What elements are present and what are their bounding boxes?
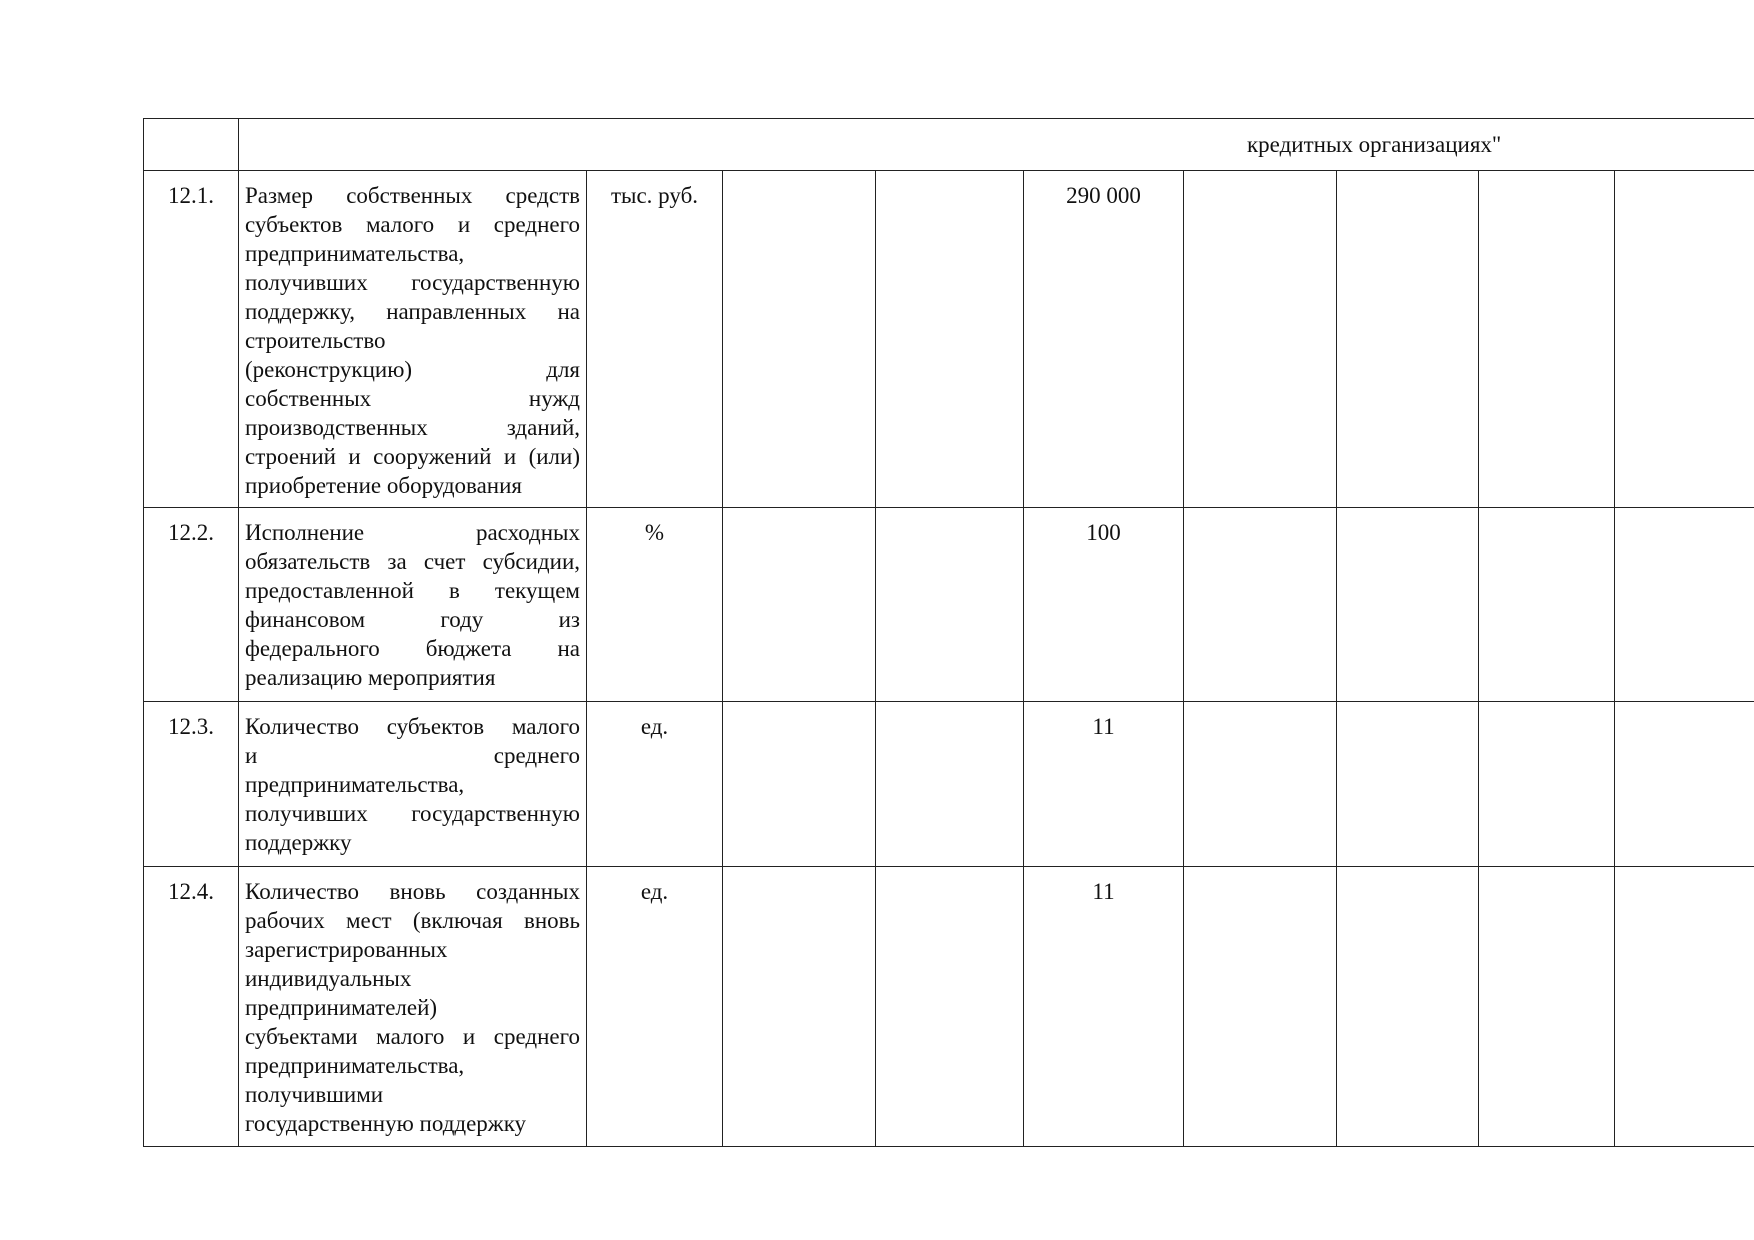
indicator-name-line: производственных зданий, (245, 415, 580, 440)
indicator-name-line: предпринимательства, (245, 772, 465, 797)
empty-cell (1479, 508, 1615, 702)
indicator-name-line: зарегистрированных (245, 937, 448, 962)
empty-cell (1184, 702, 1337, 867)
indicator-name-line: получивших государственную (245, 270, 580, 295)
empty-cell (1615, 702, 1754, 867)
indicator-name-line: поддержку, направленных на (245, 299, 580, 324)
indicator-name-line: получившими (245, 1082, 384, 1107)
indicator-value: 11 (1024, 702, 1184, 867)
indicator-name-line: строений и сооружений и (или) (245, 444, 580, 469)
row-number: 12.1. (144, 171, 239, 508)
empty-cell (1184, 171, 1337, 508)
empty-cell (876, 867, 1024, 1147)
indicator-name-line: приобретение оборудования (245, 473, 522, 498)
table-row (144, 867, 1754, 1147)
empty-cell (1615, 171, 1754, 508)
indicator-name-line: реализацию мероприятия (245, 665, 496, 690)
indicator-name-line: предпринимательства, (245, 241, 465, 266)
indicator-name-line: строительство (245, 328, 386, 353)
empty-cell (723, 867, 876, 1147)
empty-cell (876, 171, 1024, 508)
indicator-name-line: Исполнение расходных (245, 520, 580, 545)
empty-cell (876, 702, 1024, 867)
empty-cell (1479, 867, 1615, 1147)
indicator-name-line: субъектов малого и среднего (245, 212, 580, 237)
indicator-name-line: поддержку (245, 830, 352, 855)
indicator-name-line: предпринимательства, (245, 1053, 465, 1078)
empty-cell (723, 702, 876, 867)
empty-cell (1337, 508, 1479, 702)
table-row (144, 508, 1754, 702)
empty-cell (876, 508, 1024, 702)
indicator-name-line: Количество вновь созданных (245, 879, 580, 904)
empty-cell (723, 508, 876, 702)
empty-cell (1337, 171, 1479, 508)
empty-cell (1184, 508, 1337, 702)
indicator-name-line: получивших государственную (245, 801, 580, 826)
indicator-value: 11 (1024, 867, 1184, 1147)
empty-cell (1615, 867, 1754, 1147)
unit-of-measure: тыс. руб. (587, 171, 723, 508)
indicators-table-fragment (143, 118, 1754, 1147)
empty-cell (1184, 867, 1337, 1147)
continuation-text: кредитных организациях" (1247, 132, 1502, 157)
continuation-header-row (144, 119, 1754, 171)
indicator-name-line: финансовом году из (245, 607, 580, 632)
indicator-name-line: Размер собственных средств (245, 183, 580, 208)
indicator-name-line: и среднего (245, 743, 580, 768)
row-number: 12.3. (144, 702, 239, 867)
empty-cell (1479, 171, 1615, 508)
indicator-name-line: (реконструкцию) для (245, 357, 580, 382)
table-row (144, 171, 1754, 508)
row-number: 12.2. (144, 508, 239, 702)
unit-of-measure: ед. (587, 867, 723, 1147)
indicator-name (239, 867, 587, 1147)
indicator-name (239, 702, 587, 867)
indicator-name-line: Количество субъектов малого (245, 714, 580, 739)
indicator-name-line: рабочих мест (включая вновь (245, 908, 580, 933)
indicator-value: 290 000 (1024, 171, 1184, 508)
unit-of-measure: ед. (587, 702, 723, 867)
indicator-value: 100 (1024, 508, 1184, 702)
indicator-name-line: собственных нужд (245, 386, 580, 411)
indicator-name-line: обязательств за счет субсидии, (245, 549, 580, 574)
empty-cell (1337, 702, 1479, 867)
header-continuation-cell (239, 119, 1754, 171)
indicator-name-line: предоставленной в текущем (245, 578, 580, 603)
row-number: 12.4. (144, 867, 239, 1147)
indicator-name-line: субъектами малого и среднего (245, 1024, 580, 1049)
empty-cell (723, 171, 876, 508)
indicator-name-line: государственную поддержку (245, 1111, 527, 1136)
indicators-table (143, 118, 1754, 1147)
unit-of-measure: % (587, 508, 723, 702)
indicator-name (239, 508, 587, 702)
empty-cell (1615, 508, 1754, 702)
indicator-name (239, 171, 587, 508)
table-row (144, 702, 1754, 867)
header-num-cell (144, 119, 239, 171)
indicator-name-line: федерального бюджета на (245, 636, 580, 661)
empty-cell (1337, 867, 1479, 1147)
indicator-name-line: индивидуальных (245, 966, 412, 991)
indicator-name-line: предпринимателей) (245, 995, 438, 1020)
empty-cell (1479, 702, 1615, 867)
